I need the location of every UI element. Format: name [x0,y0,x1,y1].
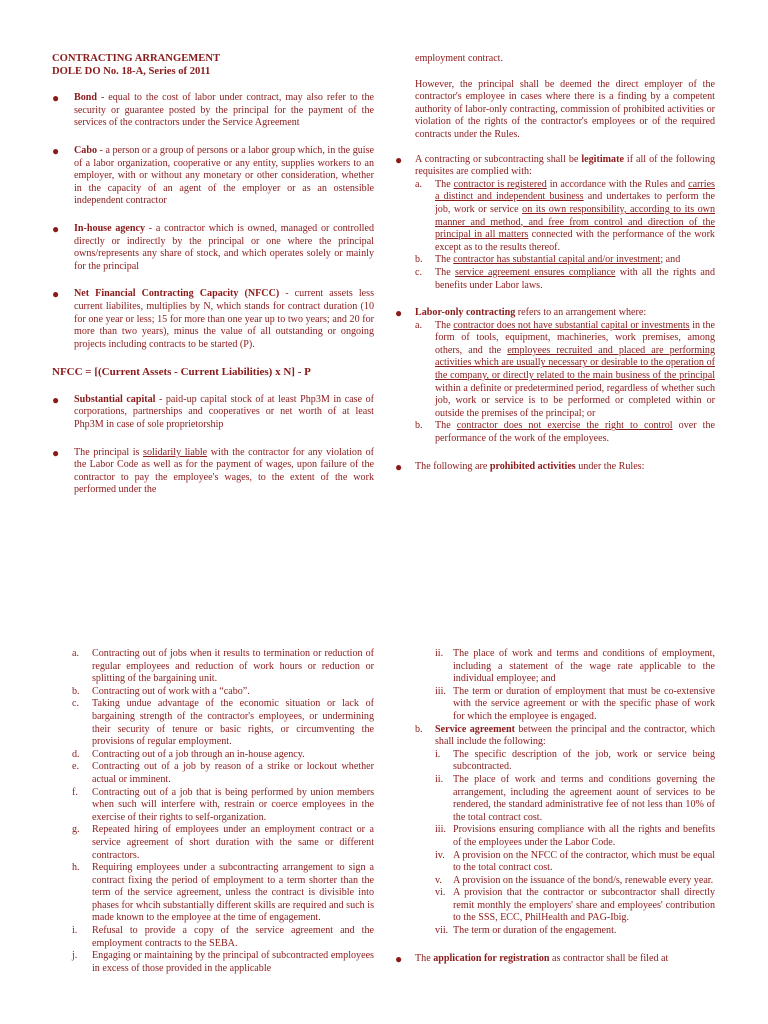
term-substantial: Substantial capital [74,393,156,405]
bullet-icon: ● [52,392,60,407]
definition-inhouse [52,223,374,273]
list-marker: h. [72,862,80,874]
app-text-1: The [415,952,434,964]
prohibited-activities-list [72,648,374,975]
service-agreement-item [415,724,715,938]
lo-a-text: The [435,319,454,331]
list-marker: j. [72,950,78,962]
service-agreement-item-text: A provision on the issuance of the bond/s, renewable every year. [453,874,714,886]
legit-item-a [415,179,715,255]
left-column-bottom [72,648,374,975]
bullet-icon: ● [52,143,60,158]
item-ii-text: The place of work and terms and conditions of employment, including a statement of the wage rate applicable to the individual employee; and [453,648,715,685]
list-marker: v. [435,874,442,886]
prohibited-activity-item [72,925,374,950]
list-marker: b. [415,723,423,735]
list-marker: i. [435,748,441,760]
principal-text-1: The principal is [74,446,144,458]
prohib-bold: prohibited activities [489,460,576,472]
employment-contract-item-iii [435,686,715,724]
legit-c-text-2: with all the rights and benefits under Labor laws. [435,266,715,291]
prohibited-activity-item [72,749,374,762]
legit-bold: legitimate [581,153,624,165]
prohibited-activity-item-text: Contracting out of a job through an in-house agency. [92,748,305,760]
left-column-top [52,53,374,512]
service-agreement-item-text: A provision on the NFCC of the contractor, which must be equal to the total contract cost. [453,849,715,874]
list-marker: vi. [435,887,446,899]
labor-only-text: refers to an arrangement where: [515,307,647,319]
service-agreement-list [435,749,715,938]
term-nfcc: Net Financial Contracting Capacity (NFCC) [74,288,280,300]
list-marker: c. [415,266,423,278]
list-marker: b. [415,420,423,432]
service-agreement-item [435,824,715,849]
list-marker: b. [415,254,423,266]
legit-item-c [415,267,715,292]
service-agreement-item-text: The place of work and terms and conditions governing the arrangement, including the agreement aount of services to be rendered, the standard administrative fee of not less than 10% of the total contract cost. [453,773,715,823]
service-agreement-item-text: The term or duration of the engagement. [453,925,617,937]
term-inhouse: In-house agency [74,222,146,234]
item-iii-text: The term or duration of employment that must be co-extensive with the service agreement or with the specific phase of work for which the employee is engaged. [453,685,715,722]
app-text-2: as contractor shall be filed at [549,952,669,964]
legit-text-2: if all of the following requisites are complied with: [415,153,715,178]
labor-only-item-a [415,320,715,421]
list-marker: ii. [435,773,444,785]
principal-liability [52,447,374,497]
service-agreement-item [435,774,715,824]
legit-b-underline: contractor has substantial capital and/or investment [453,254,661,266]
service-agreement-item [435,850,715,875]
legit-b-text-2: ; and [660,254,681,266]
legit-a-underline-3: on its own responsibility, according to its own manner and method, and free from control and direction of the principal in all matters [435,203,715,241]
prohibited-activities-heading [395,461,715,474]
def-inhouse: - a contractor which is owned, managed or controlled directly or indirectly by the principal or one where the principal owns/represents any share of stock, and which operates solely or mainly for the principal [74,222,375,272]
service-agreement-item [435,749,715,774]
prohibited-activity-item-text: Taking undue advantage of the economic situation or lack of bargaining strength of the contractor's employees, or undermining their security of tenure or basic rights, or circumventing the provisions of regular employment. [92,698,374,748]
application-registration [395,953,715,966]
lo-a-underline-2: employees recruited and placed are performing activities which are usually necessary or desirable to the operation of the company, or directly related to the main business of the principal [435,344,715,382]
labor-only-contracting [395,307,715,446]
legit-a-text-3: and undertakes to perform the job, work or service [435,191,715,215]
term-cabo: Cabo [74,144,97,156]
service-agreement-item [435,875,715,888]
bullet-icon: ● [52,221,60,236]
list-marker: b. [72,685,80,697]
legit-a-text: The [435,178,454,190]
def-bond: - equal to the cost of labor under contract, may also refer to the security or guarantee posted by the principal for the payment of the services of the contractors under the Service Agreement [74,92,374,129]
list-marker: c. [72,698,80,710]
service-agreement-text: between the principal and the contractor, which shall include the following: [435,723,716,748]
app-bold: application for registration [433,952,550,964]
list-marker: a. [72,648,80,659]
def-substantial: - paid-up capital stock of at least Php3M in case of corporations, partnerships and cooperatives or net worth of at least Php3M in case of sole proprietorship [74,393,374,431]
prohibited-activity-item [72,950,374,975]
prohibited-activity-item [72,648,374,686]
definition-substantial-capital [52,394,374,432]
prohibited-activity-item-text: Contracting out of a job that is being performed by union members when such will interfere with, restrain or coerce employees in the exercise of their rights to self-organization. [92,786,374,823]
employment-contract-item-ii [435,648,715,686]
prohibited-activity-item [72,761,374,786]
list-marker: a. [415,178,423,190]
labor-only-bold: Labor-only contracting [415,307,516,319]
principal-underline: solidarily liable [143,446,208,458]
bullet-icon: ● [395,951,403,966]
legit-a-underline-1: contractor is registered [453,178,547,190]
prohibited-activity-item [72,698,374,748]
lo-b-text-2: over the performance of the work of the employees. [435,420,715,445]
prohib-text-2: under the Rules: [575,460,645,472]
document-title [52,53,374,78]
list-marker: i. [72,925,78,937]
right-column-top [395,53,715,488]
definition-bond [52,92,374,130]
list-marker: g. [72,824,80,836]
service-agreement-item [435,887,715,925]
def-nfcc: - current assets less current liabilites, multiplies by N, which stands for contract duration (10 for one year or less; 15 for more than one year up to two years; and 20 for more than two years), minus the value of all outstanding or ongoing projects including contracts to be started (P). [74,288,374,350]
prohibited-activity-item-text: Contracting out of a job by reason of a strike or lockout whether actual or imminent. [92,761,374,785]
service-agreement-item [435,925,715,938]
list-marker: ii. [435,648,444,659]
prohibited-activity-item-text: Engaging or maintaining by the principal of subcontracted employees in excess of those provided in the applicable [92,950,374,974]
list-marker: iii. [435,685,446,697]
title-line-2: DOLE DO No. 18-A, Series of 2011 [52,65,211,77]
list-marker: e. [72,761,80,773]
legitimate-contracting [395,154,715,293]
legit-c-underline: service agreement ensures compliance [455,266,616,278]
lo-b-underline: contractor does not exercise the right to control [456,420,673,432]
prohibited-activity-item [72,862,374,925]
list-marker: iv. [435,849,445,861]
service-agreement-bold: Service agreement [435,723,515,735]
lo-a-text-2: in the form of tools, equipment, machineries, work premises, among others, and the [435,319,715,356]
lo-b-text: The [435,420,457,432]
list-marker: a. [415,319,423,331]
prohib-text-1: The following are [415,460,490,472]
list-marker: iii. [435,824,446,836]
bullet-icon: ● [395,152,403,167]
prohibited-activity-item-text: Refusal to provide a copy of the service agreement and the employment contracts to the SEBA. [92,925,374,949]
legit-item-b [415,254,715,267]
prohibited-activity-item-text: Requiring employees under a subcontracting arrangement to sign a contract fixing the period of employment to a term shorter than the term of the service agreement, unless the contract is divisible into phases for whcih substantially different skills are required and such is made known to the employee at the time of engagement. [92,862,374,924]
however-paragraph: However, the principal shall be deemed the direct employer of the contractor's employee in cases where there is a finding by a competent authority of labor-only contracting, commission of prohibited activities or violation of the rights of the contractor's employees or of the required contracts under the Rules. [415,78,715,140]
legit-c-text: The [435,266,456,278]
prohibited-activity-item [72,824,374,862]
term-bond: Bond [74,92,98,104]
def-cabo: - a person or a group of persons or a labor group which, in the guise of a labor organization, cooperative or any entity, supplies workers to an employer, with or without any monetary or other consideration, whether in the capacity of an agent of the employer or as an ostensible independent contractor [74,144,374,207]
bullet-icon: ● [395,306,403,321]
legit-a-text-4: connected with the performance of the work except as to the results thereof. [435,229,715,253]
list-marker: d. [72,748,80,760]
bullet-icon: ● [52,287,60,302]
principal-text-2: with the contractor for any violation of the Labor Code as well as for the payment of wages, upon failure of the contractor to pay the employee's wages, to the extent of the work performed under the [74,446,374,496]
legit-a-text-2: in accordance with the Rules and [546,178,689,190]
definition-cabo [52,145,374,208]
prohibited-activity-item [72,686,374,699]
legit-text-1: A contracting or subcontracting shall be [415,153,582,165]
definition-nfcc [52,288,374,351]
legit-a-underline-2: carries a distinct and independent business [435,178,715,203]
list-marker: f. [72,786,78,798]
employment-contract-cont: employment contract. [415,53,504,64]
prohibited-activity-item-text: Contracting out of jobs when it results to termination or reduction of regular employees and reduction of work hours or reduction or splitting of the bargaining unit. [92,648,374,685]
service-agreement-item-text: A provision that the contractor or subcontractor shall directly remit monthly the employers' share and employees' contribution to the SSS, ECC, PhilHealth and PAG-Ibig. [453,887,715,924]
service-agreement-item-text: Provisions ensuring compliance with all the rights and benefits of the employees under the Labor Code. [453,824,715,848]
bullet-icon: ● [395,459,403,474]
prohibited-activity-item [72,787,374,825]
bullet-icon: ● [52,91,60,106]
service-agreement-item-text: The specific description of the job, work or service being subcontracted. [453,748,715,773]
prohibited-activity-item-text: Contracting out of work with a “cabo”. [92,685,250,697]
labor-only-item-b [415,420,715,445]
nfcc-formula: NFCC = [(Current Assets - Current Liabilities) x N] - P [52,366,311,379]
lo-a-underline-1: contractor does not have substantial capital or investments [453,319,690,331]
right-column-bottom [395,648,716,980]
lo-a-text-3: within a definite or predetermined period, regardless of whether such job, work or service is to be performed or completed within or outside the premises of the principal; or [435,382,715,419]
prohibited-activity-item-text: Repeated hiring of employees under an employment contract or a service agreement of short duration with the same or different contractors. [92,824,374,861]
bullet-icon: ● [52,445,60,460]
list-marker: vii. [435,925,449,937]
title-line-1: CONTRACTING ARRANGEMENT [52,53,221,64]
legit-b-text: The [435,254,454,266]
